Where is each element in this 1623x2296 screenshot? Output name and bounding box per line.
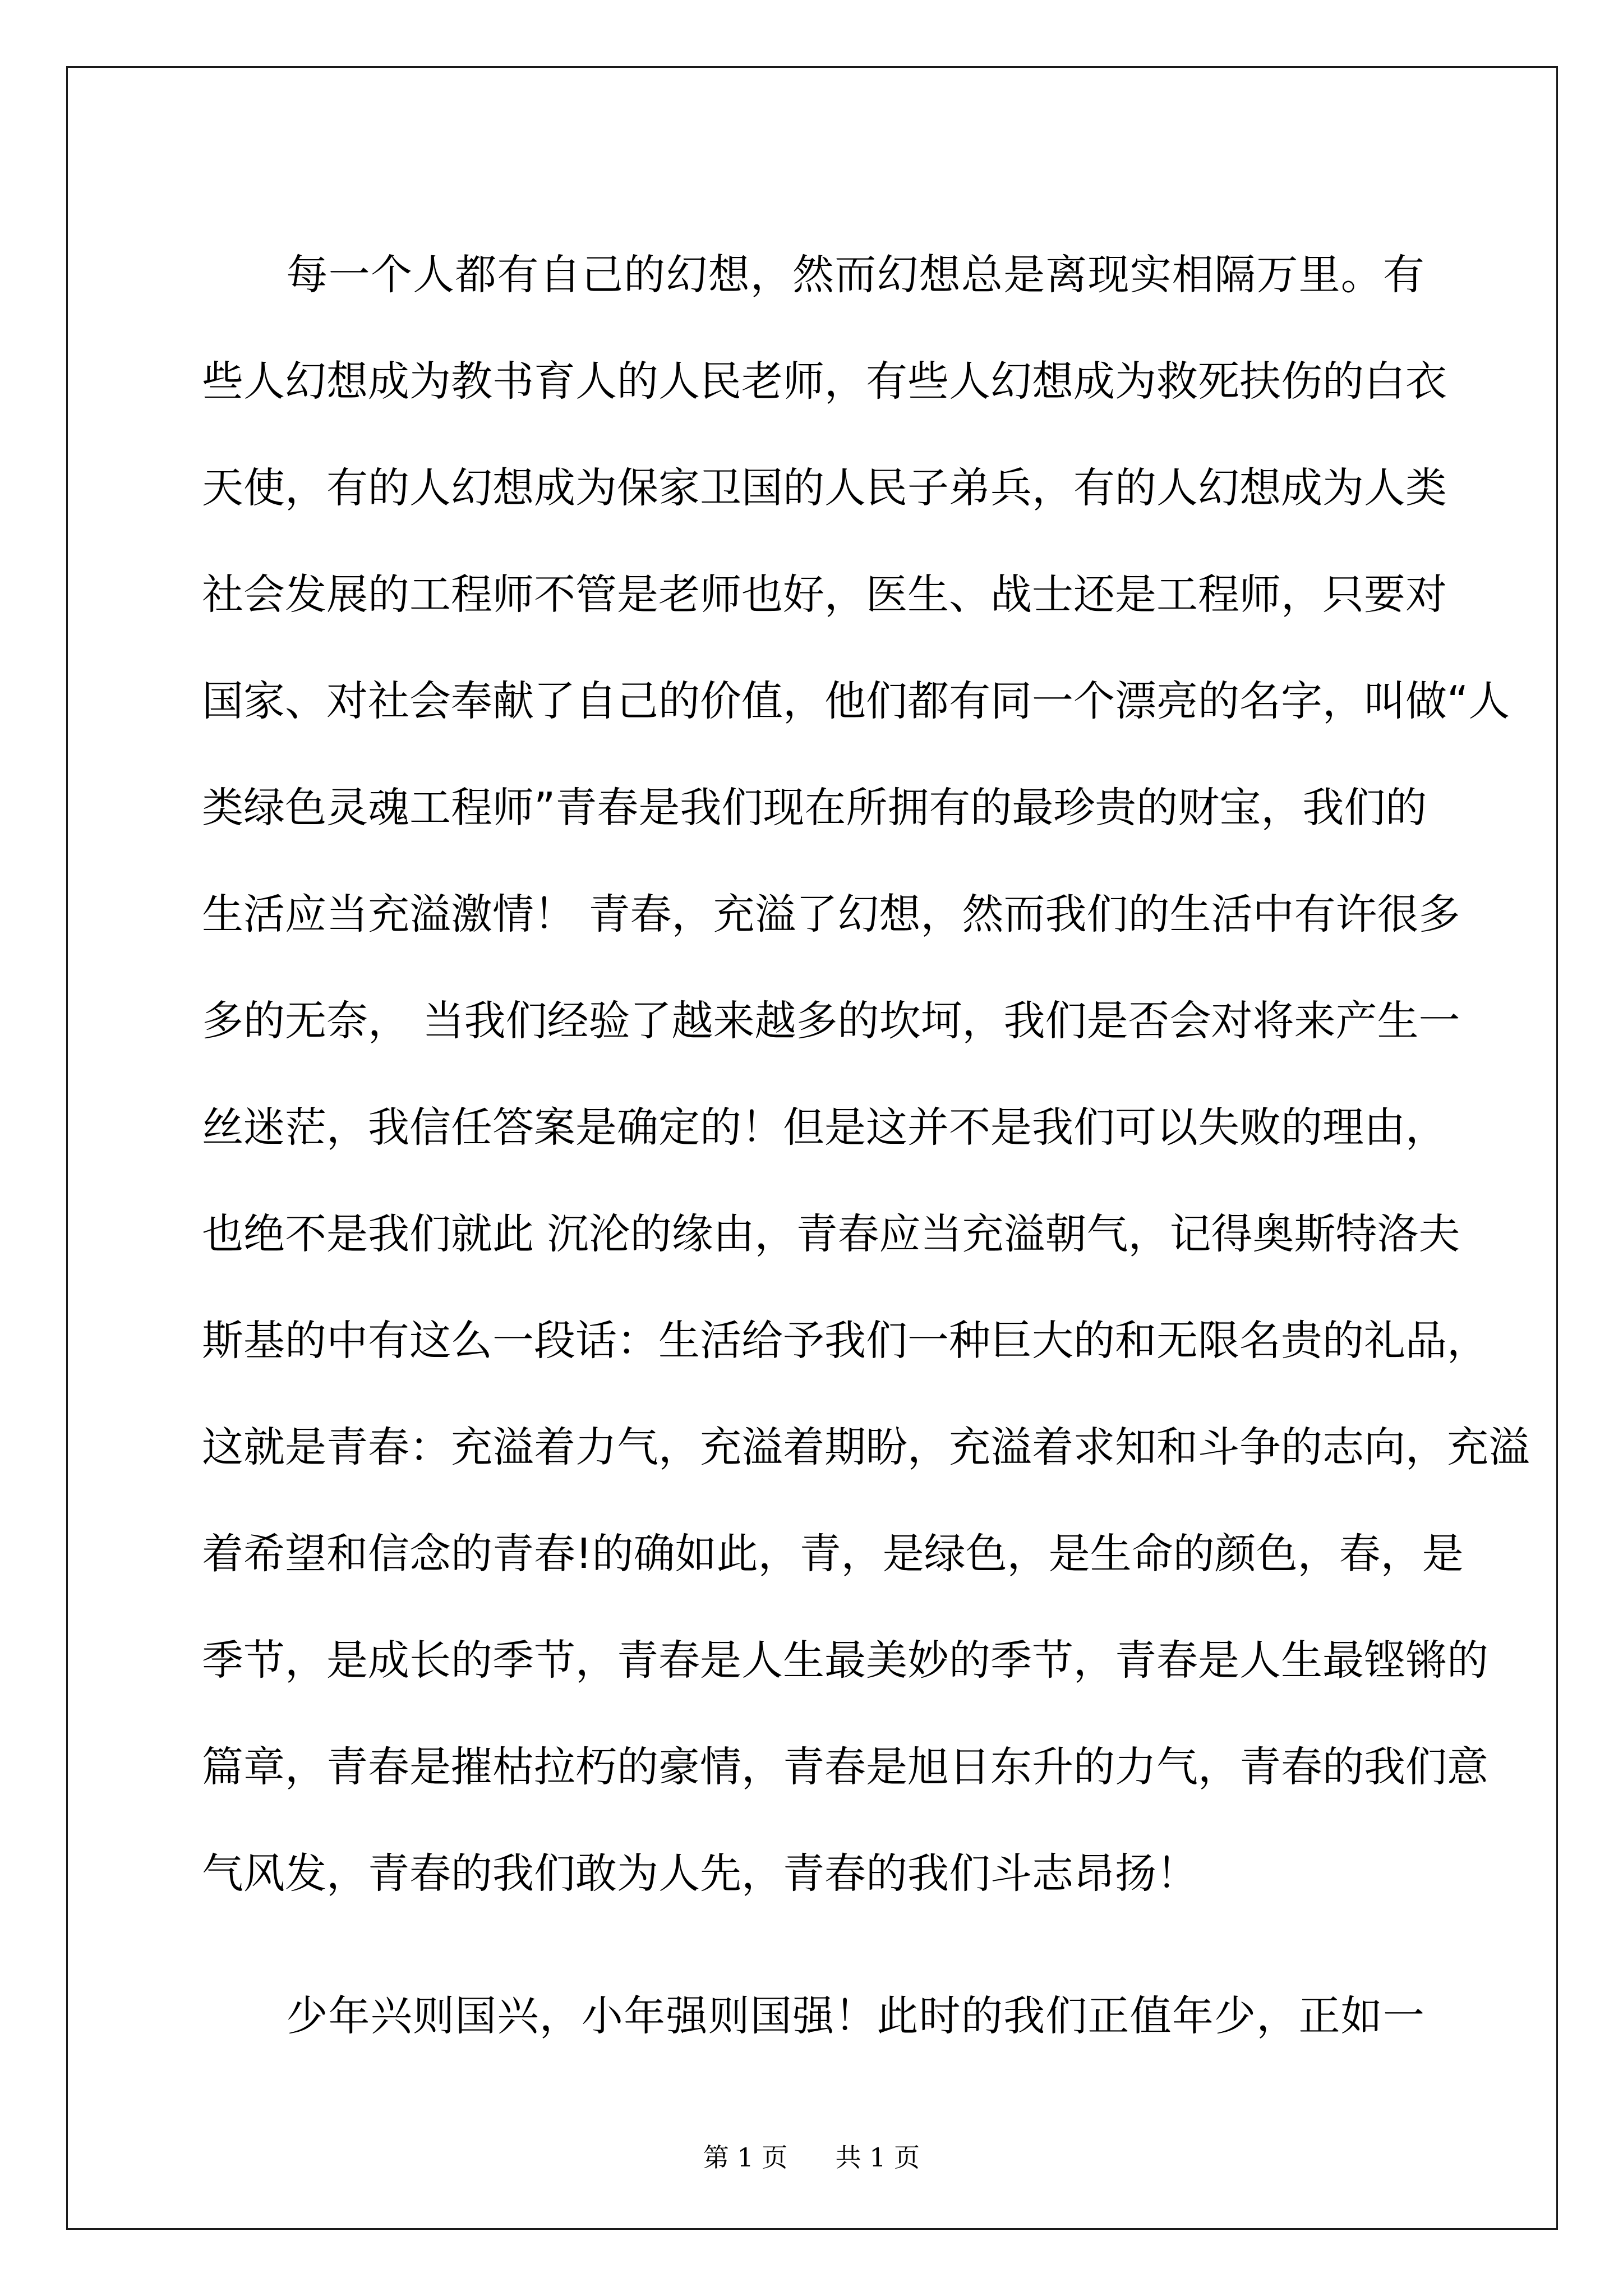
- text-line: 少年兴则国兴，小年强则国强！此时的我们正值年少，正如一: [202, 1992, 1424, 2040]
- text-line: 斯基的中有这么一段话：生活给予我们一种巨大的和无限名贵的礼品，: [202, 1317, 1488, 1365]
- paragraph-1: [202, 222, 1530, 1927]
- text-line: 社会发展的工程师不管是老师也好，医生、战士还是工程师，只要对: [202, 570, 1447, 619]
- text-line: 天使，有的人幻想成为保家卫国的人民子弟兵，有的人幻想成为人类: [202, 464, 1447, 512]
- text-line: 生活应当充溢激情！ 青春，充溢了幻想，然而我们的生活中有许很多: [202, 890, 1460, 938]
- text-line: 气风发，青春的我们敢为人先，青春的我们斗志昂扬！: [202, 1849, 1198, 1898]
- document-body: [202, 222, 1530, 2069]
- paragraph-2: [202, 1963, 1424, 2069]
- page-number: 第 1 页: [703, 2142, 788, 2173]
- text-line: 这就是青春：充溢着力气，充溢着期盼，充溢着求知和斗争的志向，充溢: [202, 1423, 1530, 1471]
- text-line: 篇章，青春是摧枯拉朽的豪情，青春是旭日东升的力气，青春的我们意: [202, 1743, 1488, 1791]
- text-line: 也绝不是我们就此 沉沦的缘由，青春应当充溢朝气，记得奥斯特洛夫: [202, 1210, 1460, 1258]
- text-line: 类绿色灵魂工程师”青春是我们现在所拥有的最珍贵的财宝，我们的: [202, 784, 1427, 832]
- text-line: 些人幻想成为教书育人的人民老师，有些人幻想成为救死扶伤的白衣: [202, 357, 1447, 406]
- text-line: 每一个人都有自己的幻想，然而幻想总是离现实相隔万里。有: [202, 251, 1424, 299]
- text-line: 季节，是成长的季节，青春是人生最美妙的季节，青春是人生最铿锵的: [202, 1636, 1488, 1685]
- page-footer: [0, 2137, 1623, 2174]
- text-line: 丝迷茫，我信任答案是确定的！但是这并不是我们可以失败的理由，: [202, 1103, 1447, 1152]
- text-line: 多的无奈， 当我们经验了越来越多的坎坷，我们是否会对将来产生一: [202, 997, 1460, 1045]
- text-line: 国家、对社会奉献了自己的价值，他们都有同一个漂亮的名字，叫做“人: [202, 677, 1510, 725]
- page-total: 共 1 页: [835, 2142, 920, 2173]
- text-line: 着希望和信念的青春!的确如此，青，是绿色，是生命的颜色，春，是: [202, 1530, 1464, 1578]
